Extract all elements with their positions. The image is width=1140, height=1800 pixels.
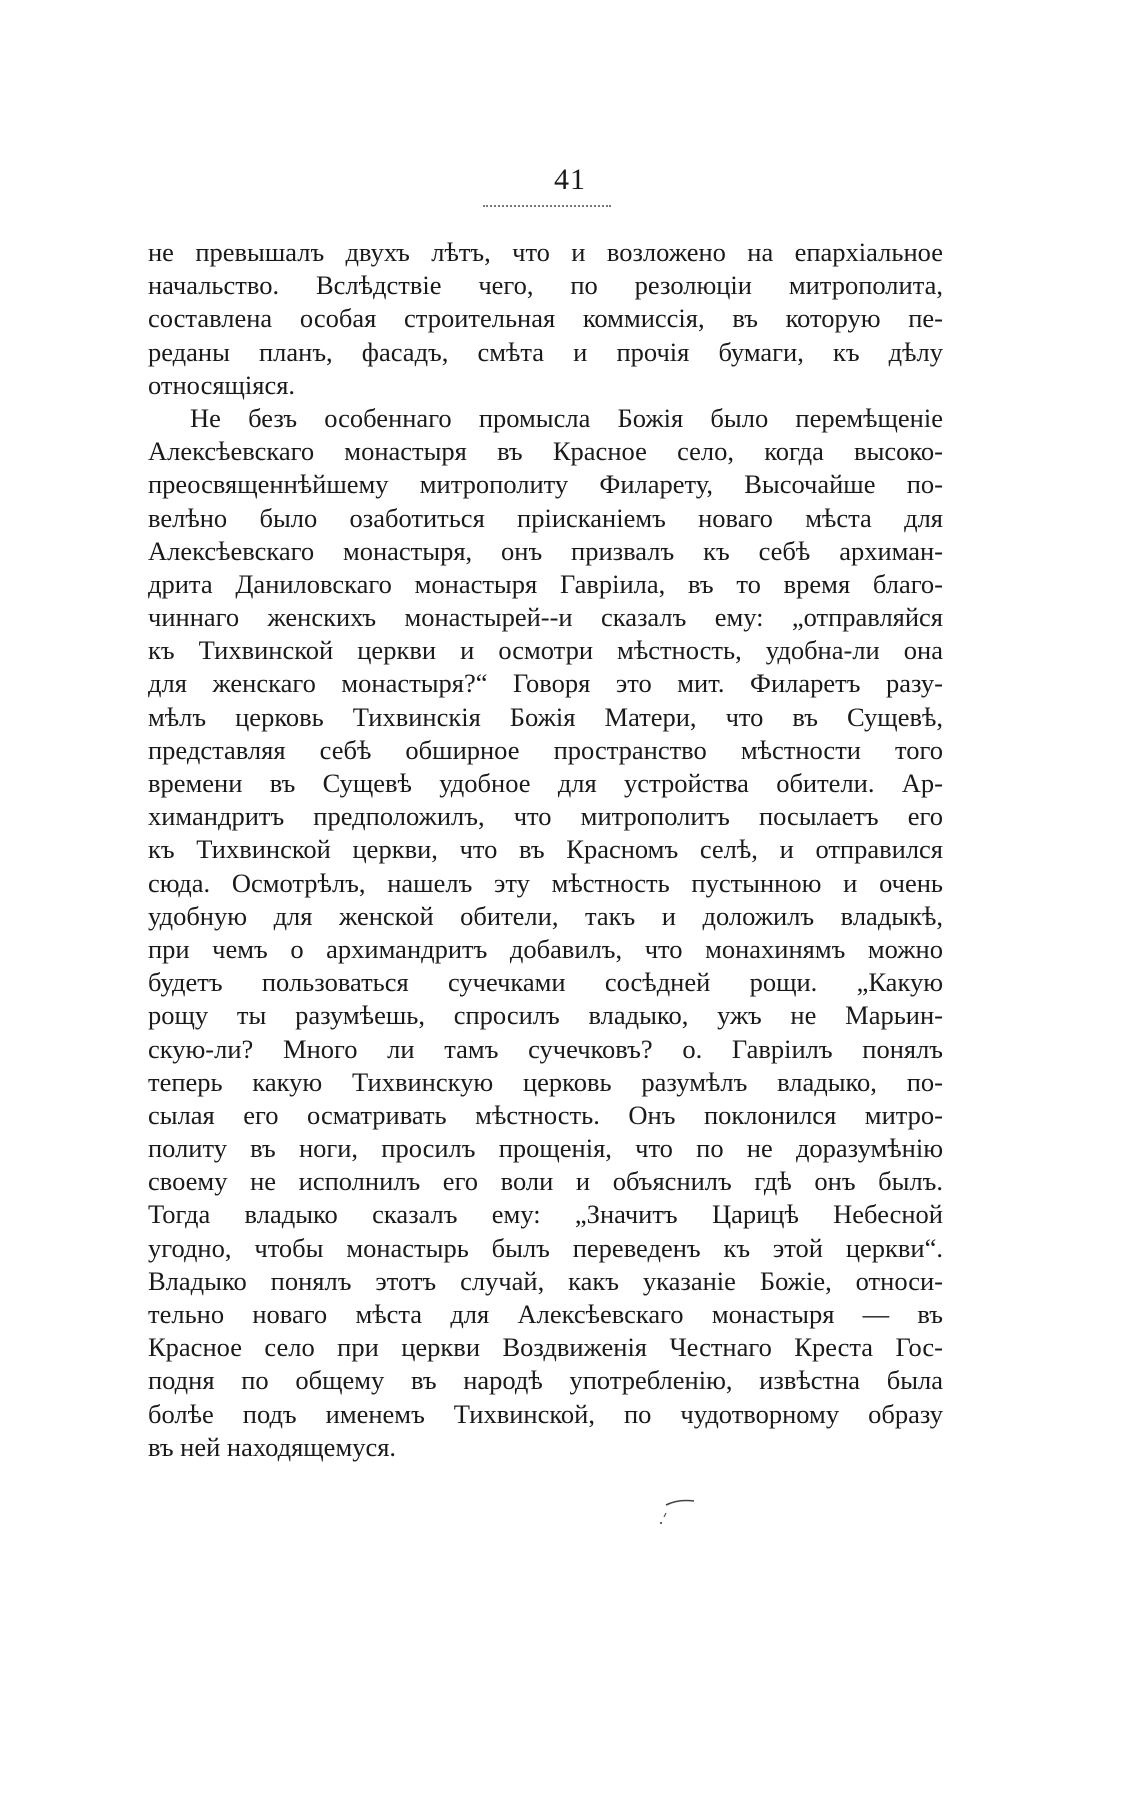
text-line: реданы планъ, фасадъ, смѣта и прочія бумаги, къ дѣлу bbox=[148, 336, 943, 367]
text-line: не превышалъ двухъ лѣтъ, что и возложено на епархіальное bbox=[148, 237, 943, 267]
text-line: относящіяся. bbox=[148, 369, 296, 400]
text-line: химандритъ предположилъ, что митрополитъ посылаетъ его bbox=[148, 801, 943, 832]
text-line: составлена особая строительная коммиссія, въ которую пе- bbox=[148, 303, 943, 334]
text-line: скую-ли? Много ли тамъ сучечковъ? о. Гавріилъ понялъ bbox=[148, 1033, 943, 1064]
text-line: начальство. Вслѣдствіе чего, по резолюціи митрополита, bbox=[148, 270, 943, 301]
header-rule bbox=[483, 205, 611, 207]
text-line: рощу ты разумѣешь, спросилъ владыко, ужъ не Марьин- bbox=[148, 1000, 943, 1031]
end-ornament bbox=[648, 1495, 708, 1535]
text-line: Не безъ особеннаго промысла Божія было перемѣщеніе bbox=[190, 402, 943, 433]
text-line: при чемъ о архимандритъ добавилъ, что монахинямъ можно bbox=[148, 933, 943, 964]
text-line: болѣе подъ именемъ Тихвинской, по чудотворному образу bbox=[148, 1398, 943, 1429]
text-line: угодно, чтобы монастырь былъ переведенъ къ этой церкви“. bbox=[148, 1232, 943, 1263]
text-line: подня по общему въ народѣ употребленію, извѣстна была bbox=[148, 1365, 943, 1396]
text-line: своему не исполнилъ его воли и объяснилъ гдѣ онъ былъ. bbox=[148, 1166, 943, 1197]
text-line: тельно новаго мѣста для Алексѣевскаго монастыря — въ bbox=[148, 1299, 943, 1329]
text-block bbox=[148, 236, 943, 1464]
text-line: Владыко понялъ этотъ случай, какъ указаніе Божіе, относи- bbox=[148, 1265, 943, 1296]
text-line: времени въ Сущевѣ удобное для устройства обители. Ар- bbox=[148, 768, 943, 798]
text-line: преосвященнѣйшему митрополиту Филарету, Высочайше по- bbox=[148, 469, 943, 500]
text-line: политу въ ноги, просилъ прощенія, что по не доразумѣнію bbox=[148, 1133, 943, 1164]
text-line: сюда. Осмотрѣлъ, нашелъ эту мѣстность пустынною и очень bbox=[148, 867, 943, 898]
text-line: Алексѣевскаго монастыря, онъ призвалъ къ себѣ архиман- bbox=[148, 535, 943, 566]
text-line: Тогда владыко сказалъ ему: „Значитъ Царицѣ Небесной bbox=[148, 1199, 943, 1230]
text-line: въ ней находящемуся. bbox=[148, 1431, 397, 1462]
text-line: для женскаго монастыря?“ Говоря это мит. Филаретъ разу- bbox=[148, 668, 943, 699]
text-line: велѣно было озаботиться пріисканіемъ новаго мѣста для bbox=[148, 502, 943, 533]
text-line: мѣлъ церковь Тихвинскія Божія Матери, что въ Сущевѣ, bbox=[148, 701, 943, 732]
text-line: будетъ пользоваться сучечками сосѣдней рощи. „Какую bbox=[148, 967, 943, 998]
text-line: сылая его осматривать мѣстность. Онъ поклонился митро- bbox=[148, 1099, 943, 1130]
text-line: дрита Даниловскаго монастыря Гавріила, въ то время благо- bbox=[148, 568, 943, 599]
text-line: чиннаго женскихъ монастырей--и сказалъ ему: „отправляйся bbox=[148, 602, 943, 633]
page-number: 41 bbox=[554, 163, 586, 196]
text-line: Алексѣевскаго монастыря въ Красное село, когда высоко- bbox=[148, 436, 943, 467]
text-line: представляя себѣ обширное пространство мѣстности того bbox=[148, 734, 943, 765]
text-line: теперь какую Тихвинскую церковь разумѣлъ владыко, по- bbox=[148, 1066, 943, 1097]
text-line: къ Тихвинской церкви и осмотри мѣстность, удобна-ли она bbox=[148, 635, 943, 666]
text-line: къ Тихвинской церкви, что въ Красномъ селѣ, и отправился bbox=[148, 834, 943, 865]
text-line: Красное село при церкви Воздвиженія Честнаго Креста Гос- bbox=[148, 1332, 943, 1363]
text-line: удобную для женской обители, такъ и доложилъ владыкѣ, bbox=[148, 900, 943, 931]
